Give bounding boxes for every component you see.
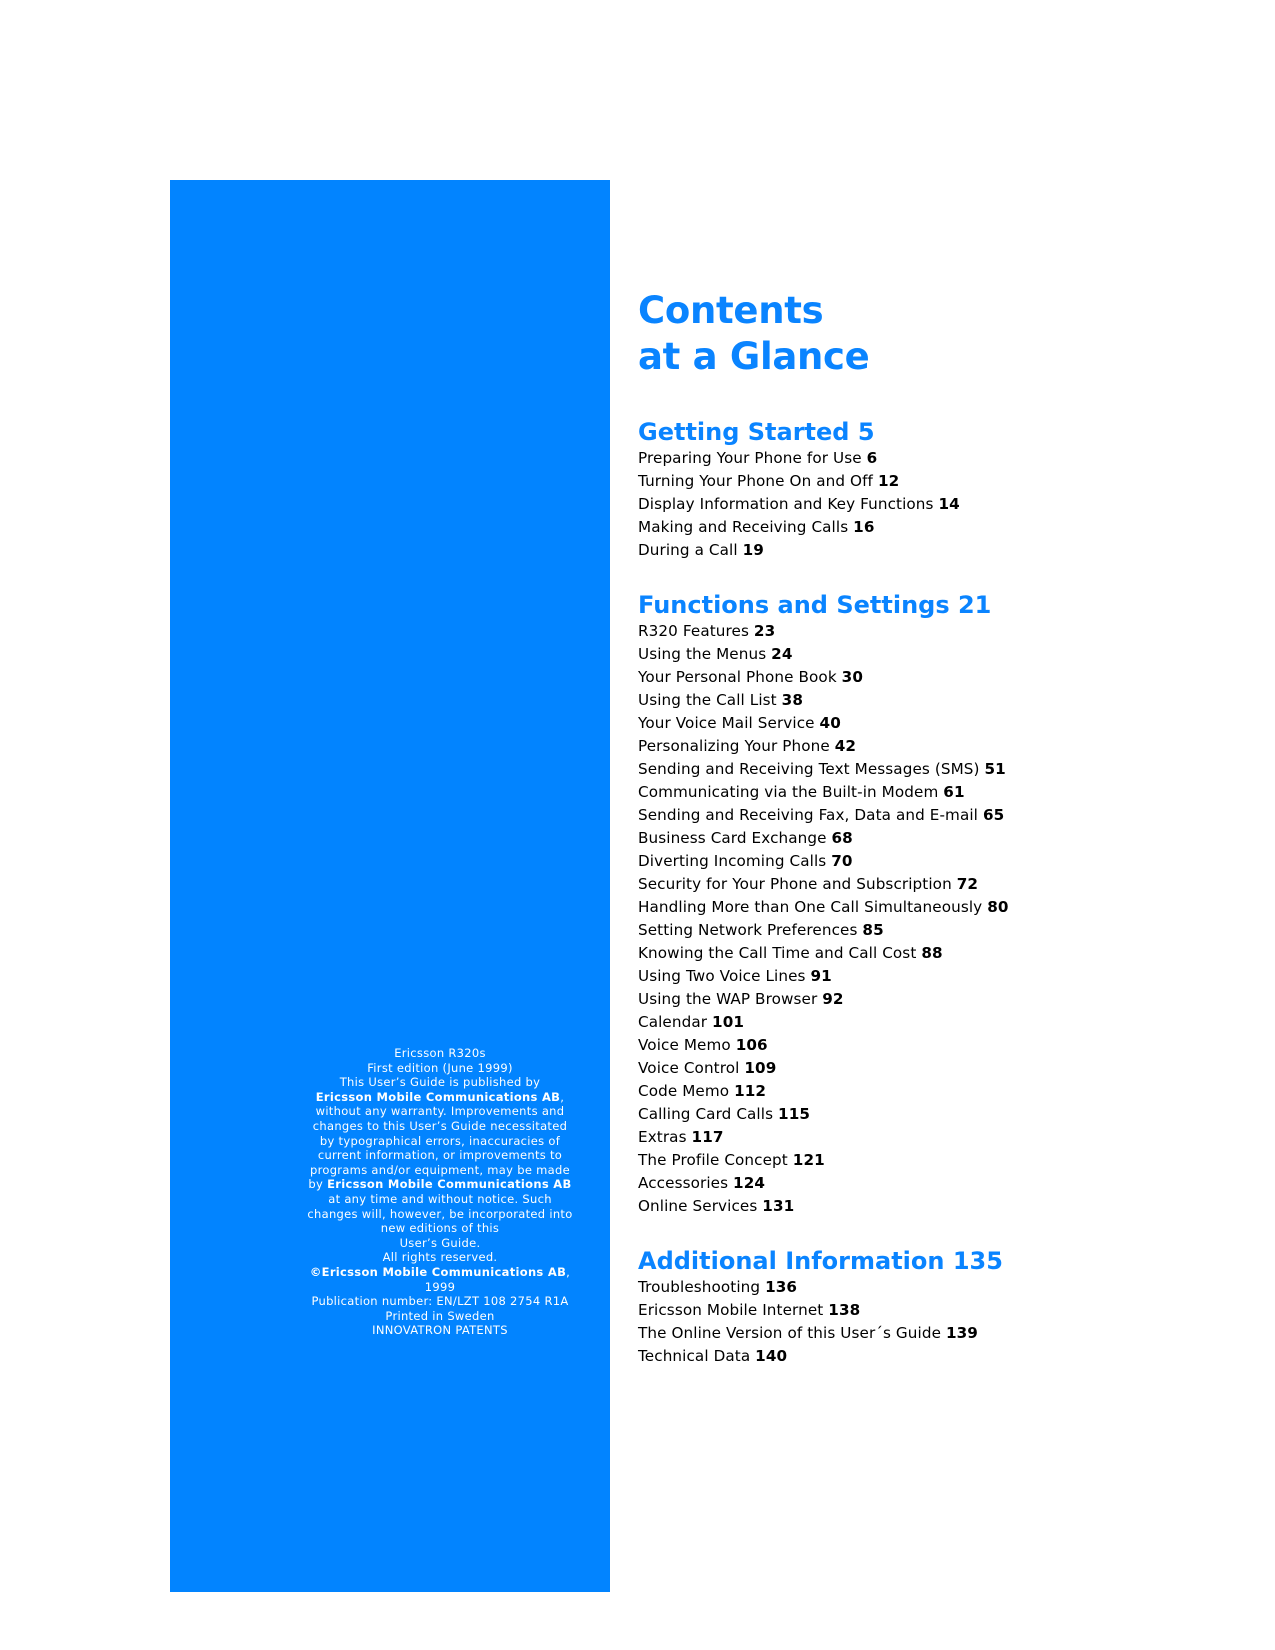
toc-entry bbox=[638, 1103, 1238, 1126]
imprint-line bbox=[300, 1104, 580, 1119]
toc-entry bbox=[638, 896, 1238, 919]
toc-entry-label: Technical Data bbox=[638, 1347, 751, 1365]
toc-entry-label: Your Personal Phone Book bbox=[638, 668, 837, 686]
imprint-line bbox=[300, 1075, 580, 1090]
toc-entry-page: 124 bbox=[733, 1174, 766, 1192]
toc-entry bbox=[638, 1034, 1238, 1057]
toc-entry-page: 85 bbox=[862, 921, 884, 939]
toc-entry-label: Security for Your Phone and Subscription bbox=[638, 875, 952, 893]
toc-list bbox=[638, 447, 1238, 562]
blue-side-panel bbox=[170, 180, 610, 1592]
imprint-company-name: ©Ericsson Mobile Communications AB bbox=[309, 1264, 567, 1279]
toc-entry-page: 42 bbox=[834, 737, 857, 755]
imprint-text: This User’s Guide is published by bbox=[339, 1075, 541, 1090]
toc-entry-label: Troubleshooting bbox=[638, 1278, 761, 1296]
toc-entry bbox=[638, 781, 1238, 804]
toc-entry-page: 109 bbox=[744, 1059, 777, 1077]
toc-entry bbox=[638, 1126, 1238, 1149]
section-functions-and-settings bbox=[638, 591, 1238, 1218]
page-title-line-2: at a Glance bbox=[638, 335, 870, 378]
toc-entry-page: 51 bbox=[984, 760, 1006, 778]
toc-entry-page: 80 bbox=[987, 898, 1009, 916]
toc-entry-page: 16 bbox=[853, 518, 875, 536]
toc-entry-page: 91 bbox=[810, 967, 832, 985]
imprint-line bbox=[300, 1323, 580, 1338]
imprint-text: 1999 bbox=[424, 1279, 456, 1294]
toc-list bbox=[638, 1276, 1238, 1368]
section-heading: Additional Information 135 bbox=[638, 1247, 1003, 1275]
toc-entry-label: Using the WAP Browser bbox=[638, 990, 818, 1008]
toc-entry-label: Code Memo bbox=[638, 1082, 730, 1100]
toc-entry bbox=[638, 965, 1238, 988]
toc-entry-label: Calendar bbox=[638, 1013, 708, 1031]
toc-entry-label: Setting Network Preferences bbox=[638, 921, 858, 939]
imprint-line bbox=[300, 1163, 580, 1178]
toc-entry-page: 72 bbox=[956, 875, 979, 893]
imprint-line bbox=[300, 1119, 580, 1134]
toc-entry-label: Preparing Your Phone for Use bbox=[638, 449, 862, 467]
toc-entry bbox=[638, 942, 1238, 965]
toc-entry-label: Sending and Receiving Fax, Data and E-mail bbox=[638, 806, 978, 824]
toc-entry-label: Personalizing Your Phone bbox=[638, 737, 830, 755]
toc-entry-page: 136 bbox=[765, 1278, 798, 1296]
imprint-text: without any warranty. Improvements and bbox=[315, 1104, 565, 1119]
contents-column bbox=[638, 288, 1238, 1368]
toc-entry bbox=[638, 712, 1238, 735]
imprint-text: INNOVATRON PATENTS bbox=[372, 1323, 508, 1338]
toc-entry bbox=[638, 1276, 1238, 1299]
toc-entry-page: 92 bbox=[822, 990, 844, 1008]
toc-entry-page: 106 bbox=[735, 1036, 768, 1054]
imprint-company-name: Ericsson Mobile Communications AB bbox=[315, 1089, 561, 1104]
toc-entry bbox=[638, 516, 1238, 539]
toc-entry-label: Using Two Voice Lines bbox=[638, 967, 806, 985]
toc-entry-page: 112 bbox=[734, 1082, 767, 1100]
toc-entry-label: Extras bbox=[638, 1128, 687, 1146]
toc-entry-label: Accessories bbox=[638, 1174, 729, 1192]
toc-list bbox=[638, 620, 1238, 1218]
toc-entry-label: During a Call bbox=[638, 541, 738, 559]
toc-entry bbox=[638, 1322, 1238, 1345]
toc-entry-page: 101 bbox=[712, 1013, 745, 1031]
imprint-text: All rights reserved. bbox=[382, 1250, 498, 1265]
imprint-text: changes will, however, be incorporated into bbox=[307, 1206, 573, 1221]
imprint-text: changes to this User’s Guide necessitated bbox=[312, 1118, 568, 1133]
toc-entry-label: Voice Memo bbox=[638, 1036, 731, 1054]
toc-entry-label: Communicating via the Built-in Modem bbox=[638, 783, 939, 801]
imprint-line bbox=[300, 1090, 580, 1105]
toc-entry bbox=[638, 620, 1238, 643]
imprint-text: programs and/or equipment, may be made bbox=[310, 1162, 570, 1177]
toc-entry bbox=[638, 804, 1238, 827]
section-additional-information bbox=[638, 1247, 1238, 1368]
toc-entry bbox=[638, 735, 1238, 758]
toc-entry-page: 24 bbox=[771, 645, 793, 663]
toc-entry-label: Diverting Incoming Calls bbox=[638, 852, 827, 870]
imprint-text: Publication number: EN/LZT 108 2754 R1A bbox=[311, 1294, 569, 1309]
imprint-text: First edition (June 1999) bbox=[367, 1060, 513, 1075]
imprint-line bbox=[300, 1177, 580, 1192]
toc-entry-label: Your Voice Mail Service bbox=[638, 714, 815, 732]
section-getting-started bbox=[638, 418, 1238, 562]
toc-entry-page: 117 bbox=[691, 1128, 724, 1146]
toc-entry bbox=[638, 643, 1238, 666]
toc-entry-label: Sending and Receiving Text Messages (SMS) bbox=[638, 760, 980, 778]
imprint-text: by typographical errors, inaccuracies of bbox=[319, 1133, 561, 1148]
toc-entry-label: Voice Control bbox=[638, 1059, 740, 1077]
toc-entry-label: Making and Receiving Calls bbox=[638, 518, 849, 536]
toc-entry-page: 68 bbox=[831, 829, 853, 847]
toc-entry-label: Turning Your Phone On and Off bbox=[638, 472, 873, 490]
toc-entry-page: 30 bbox=[841, 668, 863, 686]
toc-entry-page: 138 bbox=[828, 1301, 861, 1319]
toc-entry-page: 139 bbox=[945, 1324, 978, 1342]
imprint-text: Printed in Sweden bbox=[385, 1308, 495, 1323]
imprint-line bbox=[300, 1250, 580, 1265]
toc-entry bbox=[638, 873, 1238, 896]
toc-entry-label: Business Card Exchange bbox=[638, 829, 827, 847]
toc-entry-label: Using the Call List bbox=[638, 691, 777, 709]
imprint-text: Ericsson R320s bbox=[394, 1046, 486, 1060]
toc-entry-page: 121 bbox=[792, 1151, 825, 1169]
toc-entry-label: Online Services bbox=[638, 1197, 758, 1215]
imprint-line bbox=[300, 1148, 580, 1163]
toc-entry bbox=[638, 539, 1238, 562]
toc-entry-page: 115 bbox=[778, 1105, 811, 1123]
imprint-line bbox=[300, 1309, 580, 1324]
imprint-company-name: Ericsson Mobile Communications AB bbox=[327, 1177, 572, 1192]
imprint-line bbox=[300, 1265, 580, 1280]
imprint-line bbox=[300, 1061, 580, 1076]
toc-entry bbox=[638, 447, 1238, 470]
toc-entry bbox=[638, 493, 1238, 516]
toc-entry bbox=[638, 919, 1238, 942]
toc-entry-page: 14 bbox=[938, 495, 960, 513]
imprint-line bbox=[300, 1192, 580, 1207]
imprint-text: at any time and without notice. Such bbox=[328, 1191, 552, 1206]
toc-entry bbox=[638, 1011, 1238, 1034]
imprint-line bbox=[300, 1236, 580, 1251]
section-heading: Getting Started 5 bbox=[638, 418, 875, 446]
toc-entry-label: Handling More than One Call Simultaneously bbox=[638, 898, 983, 916]
toc-entry bbox=[638, 470, 1238, 493]
toc-entry-page: 38 bbox=[781, 691, 804, 709]
imprint-block bbox=[300, 1046, 580, 1338]
toc-entry-page: 23 bbox=[753, 622, 776, 640]
toc-entry bbox=[638, 689, 1238, 712]
toc-entry bbox=[638, 850, 1238, 873]
toc-entry-label: The Profile Concept bbox=[638, 1151, 788, 1169]
toc-entry-label: Knowing the Call Time and Call Cost bbox=[638, 944, 917, 962]
toc-entry-label: Calling Card Calls bbox=[638, 1105, 774, 1123]
toc-entry-page: 140 bbox=[755, 1347, 788, 1365]
page-title bbox=[638, 288, 1238, 380]
toc-entry-label: Display Information and Key Functions bbox=[638, 495, 934, 513]
imprint-text: new editions of this bbox=[380, 1221, 500, 1236]
toc-entry bbox=[638, 1299, 1238, 1322]
imprint-text: , bbox=[560, 1089, 565, 1104]
imprint-line bbox=[300, 1280, 580, 1295]
toc-entry bbox=[638, 1149, 1238, 1172]
imprint-line bbox=[300, 1221, 580, 1236]
imprint-text: by bbox=[308, 1177, 328, 1192]
toc-entry-page: 65 bbox=[982, 806, 1005, 824]
imprint-line bbox=[300, 1294, 580, 1309]
toc-entry-page: 12 bbox=[877, 472, 900, 490]
toc-entry bbox=[638, 988, 1238, 1011]
toc-entry bbox=[638, 1080, 1238, 1103]
toc-entry-page: 19 bbox=[742, 541, 764, 559]
imprint-line bbox=[300, 1046, 580, 1061]
toc-entry bbox=[638, 1345, 1238, 1368]
toc-entry-page: 70 bbox=[831, 852, 853, 870]
imprint-line bbox=[300, 1134, 580, 1149]
toc-entry-page: 40 bbox=[819, 714, 841, 732]
page-title-line-1: Contents bbox=[638, 289, 824, 332]
toc-entry-label: The Online Version of this User´s Guide bbox=[638, 1324, 942, 1342]
toc-entry-label: R320 Features bbox=[638, 622, 749, 640]
toc-entry bbox=[638, 758, 1238, 781]
imprint-text: current information, or improvements to bbox=[317, 1148, 563, 1163]
section-heading: Functions and Settings 21 bbox=[638, 591, 992, 619]
toc-entry bbox=[638, 1172, 1238, 1195]
imprint-line bbox=[300, 1207, 580, 1222]
toc-entry bbox=[638, 666, 1238, 689]
toc-entry-label: Ericsson Mobile Internet bbox=[638, 1301, 824, 1319]
toc-entry-page: 6 bbox=[866, 449, 878, 467]
toc-entry-page: 88 bbox=[921, 944, 943, 962]
toc-entry-label: Using the Menus bbox=[638, 645, 767, 663]
imprint-text: User’s Guide. bbox=[399, 1235, 481, 1250]
toc-entry bbox=[638, 1057, 1238, 1080]
toc-entry-page: 131 bbox=[762, 1197, 795, 1215]
imprint-text: , bbox=[566, 1264, 571, 1279]
toc-entry bbox=[638, 827, 1238, 850]
toc-entry bbox=[638, 1195, 1238, 1218]
toc-entry-page: 61 bbox=[943, 783, 965, 801]
